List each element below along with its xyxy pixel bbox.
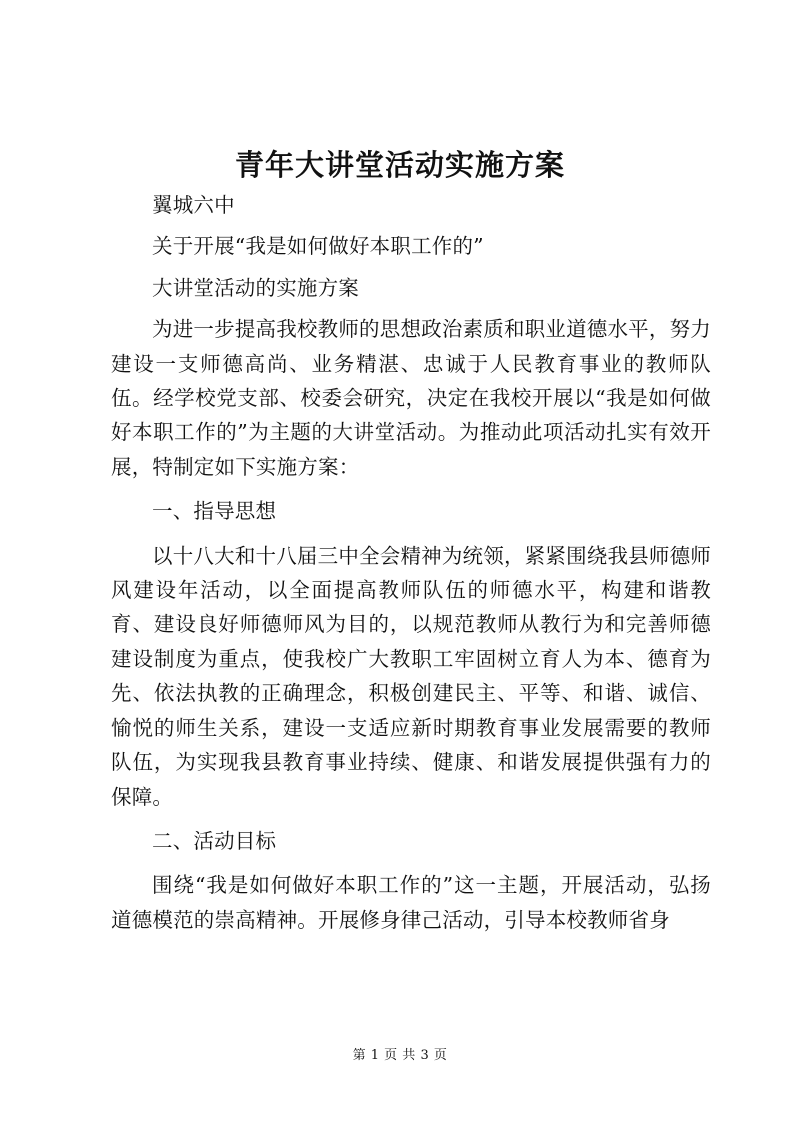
section-heading-activity-goals: 二、活动目标 [152, 828, 277, 853]
subtitle-line-1: 关于开展“我是如何做好本职工作的” [152, 234, 484, 259]
activity-goals-paragraph: 围绕“我是如何做好本职工作的”这一主题，开展活动，弘扬道德模范的崇高精神。开展修身律己活动，引导本校教师省身 [111, 873, 711, 932]
document-title: 青年大讲堂活动实施方案 [234, 148, 565, 182]
guiding-ideology-paragraph: 以十八大和十八届三中全会精神为统领，紧紧围绕我县师德师风建设年活动，以全面提高教师队伍的师德水平，构建和谐教育、建设良好师德师风为目的，以规范教师从教行为和完善师德建设制度为重点，使我校广大教职工牢固树立育人为本、德育为先、依法执教的正确理念，积极创建民主、平等、和谐、诚信、愉悦的师生关系，建设一支适应新时期教育事业发展需要的教师队伍，为实现我县教育事业持续、健康、和谐发展提供强有力的保障。 [111, 543, 711, 809]
document-body [111, 188, 711, 937]
section-heading-guiding-ideology: 一、指导思想 [152, 499, 277, 524]
subtitle-line-2: 大讲堂活动的实施方案 [152, 275, 359, 300]
intro-paragraph: 为进一步提高我校教师的思想政治素质和职业道德水平，努力建设一支师德高尚、业务精湛、忠诚于人民教育事业的教师队伍。经学校党支部、校委会研究，决定在我校开展以“我是如何做好本职工作的”为主题的大讲堂活动。为推动此项活动扎实有效开展，特制定如下实施方案： [111, 317, 711, 479]
school-name: 翼城六中 [152, 193, 235, 217]
page-indicator: 第 1 页 共 3 页 [352, 1048, 448, 1063]
